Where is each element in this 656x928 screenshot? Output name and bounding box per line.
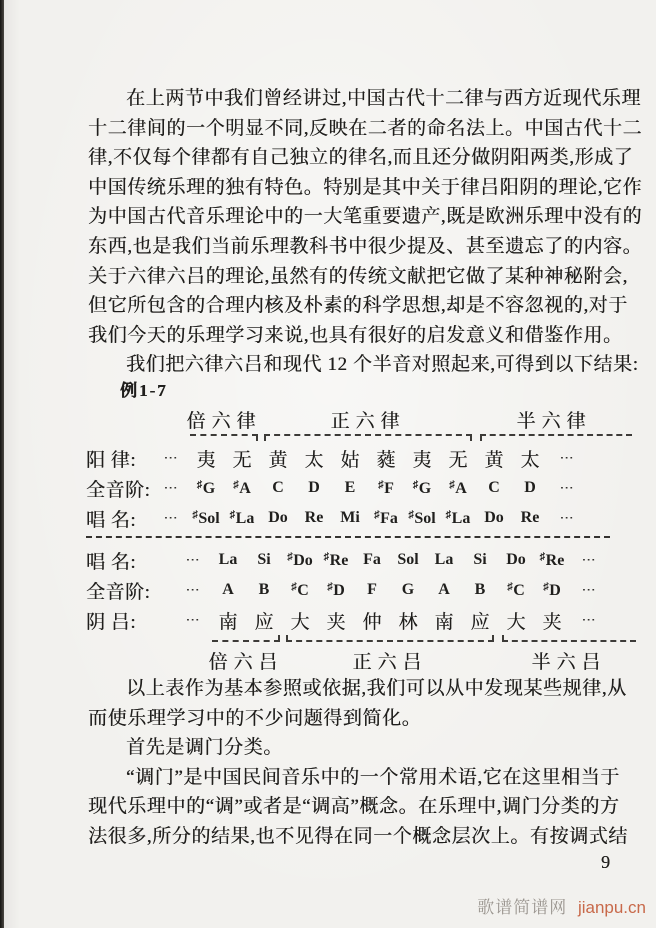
text-line: 首先是调门分类。: [126, 737, 283, 759]
table-separator-line: [86, 536, 610, 538]
table-cell: ♯Sol: [192, 508, 220, 527]
text-line: 我们今天的乐理学习来说,也具有很好的启发意义和借鉴作用。: [88, 324, 623, 346]
row-label: 阴 吕:: [86, 611, 137, 633]
table-cell: ♯G: [196, 478, 216, 497]
table-cell: 林: [398, 611, 418, 633]
text-line: 现代乐理中的“调”或者是“调高”概念。在乐理中,调门分类的方: [88, 796, 620, 818]
table-cell: 太: [304, 449, 324, 471]
table-cell: 无: [232, 449, 252, 471]
text-line: 我们把六律六吕和现代 12 个半音对照起来,可得到以下结果:: [126, 354, 639, 376]
sharp-sign: ♯: [287, 550, 293, 563]
dashed-bracket: [286, 635, 494, 642]
group-label: 半六吕: [531, 652, 607, 673]
table-cell: ♯D: [543, 580, 561, 599]
dashed-bracket: [264, 434, 472, 441]
table-cell: C: [272, 479, 284, 496]
text-line: 以上表作为基本参照或依据,我们可以从中发现某些规律,从: [126, 678, 627, 699]
sharp-sign: ♯: [445, 508, 452, 521]
text-line: 十二律间的一个明显不同,反映在二者的命名法上。中国古代十二: [88, 117, 643, 139]
table-cell: ♯Do: [287, 550, 313, 569]
table-cell: ⋯: [185, 612, 199, 628]
text-line: 为中国古代音乐理论中的一大笔重要遗产,既是欧洲乐理中没有的: [88, 206, 643, 228]
table-cell: ⋯: [185, 552, 199, 568]
table-cell: A: [438, 581, 450, 598]
group-label: 倍六律: [186, 411, 262, 432]
sharp-sign: ♯: [291, 580, 297, 593]
table-cell: ♯G: [412, 478, 432, 497]
table-group-labels-top: [86, 408, 636, 434]
group-label: 半六律: [516, 411, 592, 432]
sharp-sign: ♯: [507, 580, 513, 593]
bracket-row: [86, 434, 636, 443]
sharp-sign: ♯: [192, 508, 198, 521]
sharp-sign: ♯: [196, 478, 203, 491]
table-cell: ♯La: [445, 508, 471, 527]
sharp-sign: ♯: [539, 550, 546, 563]
table-cell: ♯Re: [539, 550, 565, 569]
example-label: 例1-7: [120, 381, 168, 400]
table-cell: Sol: [397, 551, 419, 568]
table-row: [86, 503, 636, 533]
table-cell: 仲: [362, 611, 382, 633]
table-row: [86, 605, 636, 635]
table-cell: Mi: [340, 509, 360, 526]
page-number: 9: [601, 852, 610, 872]
table-cell: ♯Fa: [374, 508, 398, 527]
table-cell: Do: [484, 509, 504, 526]
table-row: [86, 545, 636, 575]
paragraph-block-top: [88, 84, 643, 380]
table-row: [86, 575, 636, 605]
table-cell: ♯A: [233, 478, 251, 497]
sharp-sign: ♯: [408, 508, 414, 521]
table-cell: B: [474, 581, 486, 598]
dashed-bracket: [212, 635, 280, 642]
text-line: 而使乐理学习中的不少问题得到简化。: [88, 707, 422, 729]
table-cell: ♯Re: [323, 550, 349, 569]
text-line: 中国传统乐理的独有特色。特别是其中关于律吕阳阴的理论,它作: [88, 176, 643, 198]
sharp-sign: ♯: [412, 478, 419, 491]
table-row: [86, 473, 636, 503]
table-cell: Do: [506, 551, 526, 568]
table-cell: Re: [520, 509, 540, 526]
table-cell: La: [434, 551, 454, 568]
table-cell: 大: [290, 611, 310, 633]
group-label: 正六律: [330, 411, 406, 432]
watermark: [477, 893, 646, 918]
table-cell: ♯Sol: [408, 508, 436, 527]
table-cell: 姑: [340, 449, 360, 471]
row-label: 全音阶:: [86, 479, 151, 501]
table-cell: A: [222, 581, 234, 598]
table-cell: B: [258, 581, 270, 598]
table-cell: 南: [434, 611, 454, 633]
table-cell: 夷: [196, 449, 216, 471]
table-cell: ⋯: [185, 582, 199, 598]
table-cell: D: [308, 479, 320, 496]
table-cell: ♯La: [229, 508, 255, 527]
table-cell: 大: [506, 611, 526, 633]
text-line: 但它所包含的合理内核及朴素的科学思想,却是不容忽视的,对于: [88, 295, 628, 317]
paragraph-block-bottom: [88, 674, 628, 852]
table-cell: 蕤: [376, 449, 396, 471]
table-cell: ♯A: [449, 478, 467, 497]
table-cell: ⋯: [559, 480, 573, 496]
table-cell: Do: [268, 509, 288, 526]
table-cell: D: [524, 479, 536, 496]
table-cell: Si: [473, 551, 487, 568]
sharp-sign: ♯: [233, 478, 239, 491]
row-label: 唱 名:: [86, 509, 137, 531]
text-line: 东西,也是我们当前乐理教科书中很少提及、甚至遗忘了的内容。: [88, 235, 643, 257]
text-line: 律,不仅每个律都有自己独立的律名,而且还分做阴阳两类,形成了: [88, 147, 634, 169]
table-cell: G: [401, 581, 415, 598]
table-cell: 夹: [542, 611, 562, 633]
page-spine-edge: [0, 0, 4, 928]
table-cell: ♯F: [378, 478, 394, 497]
text-line: 法很多,所分的结果,也不见得在同一个概念层次上。有按调式结: [88, 825, 628, 847]
table-cell: ⋯: [163, 450, 177, 466]
watermark-site-name: 歌谱简谱网: [477, 898, 568, 917]
table-cell: 无: [448, 449, 468, 471]
watermark-site-url: jianpu.cn: [577, 898, 646, 917]
table-cell: 夹: [326, 611, 346, 633]
sharp-sign: ♯: [327, 580, 333, 593]
table-cell: C: [488, 479, 500, 496]
table-cell: 黄: [268, 449, 288, 471]
sharp-sign: ♯: [229, 508, 236, 521]
dashed-bracket: [502, 635, 636, 642]
table-cell: ⋯: [581, 582, 595, 598]
table-cell: ⋯: [581, 612, 595, 628]
table-cell: ⋯: [559, 510, 573, 526]
sharp-sign: ♯: [378, 478, 384, 491]
table-cell: ♯C: [507, 580, 525, 599]
table-cell: F: [367, 581, 377, 598]
text-line: 在上两节中我们曾经讲过,中国古代十二律与西方近现代乐理: [126, 88, 641, 109]
table-cell: ⋯: [163, 510, 177, 526]
row-label: 阳 律:: [86, 449, 137, 471]
table-cell: ♯C: [291, 580, 309, 599]
group-label: 倍六吕: [208, 652, 284, 673]
table-cell: 太: [520, 449, 540, 471]
dashed-bracket: [190, 434, 258, 441]
table-cell: ⋯: [559, 450, 573, 466]
table-cell: 应: [470, 611, 490, 633]
table-cell: La: [218, 551, 238, 568]
table-cell: 夷: [412, 449, 432, 471]
table-group-labels-bottom: [86, 644, 636, 673]
table-cell: 应: [254, 611, 274, 633]
text-line: 关于六律六吕的理论,虽然有的传统文献把它做了某种神秘附会,: [88, 265, 628, 287]
text-line: “调门”是中国民间音乐中的一个常用术语,它在这里相当于: [126, 766, 620, 788]
table-row: [86, 443, 636, 473]
sharp-sign: ♯: [543, 580, 549, 593]
sharp-sign: ♯: [374, 508, 380, 521]
table-cell: ⋯: [163, 480, 177, 496]
bracket-row: [86, 635, 636, 644]
table-cell: ⋯: [581, 552, 595, 568]
table-cell: Si: [257, 551, 271, 568]
table-cell: Re: [304, 509, 324, 526]
row-label: 唱 名:: [86, 551, 137, 573]
table-cell: Fa: [363, 551, 381, 568]
group-label: 正六吕: [352, 652, 428, 673]
table-cell: E: [344, 479, 356, 496]
sharp-sign: ♯: [323, 550, 330, 563]
table-cell: ♯D: [327, 580, 345, 599]
table-cell: 南: [218, 611, 238, 633]
lu-comparison-table: [86, 408, 636, 673]
row-label: 全音阶:: [86, 581, 151, 603]
table-cell: 黄: [484, 449, 504, 471]
dashed-bracket: [480, 434, 632, 441]
sharp-sign: ♯: [449, 478, 455, 491]
